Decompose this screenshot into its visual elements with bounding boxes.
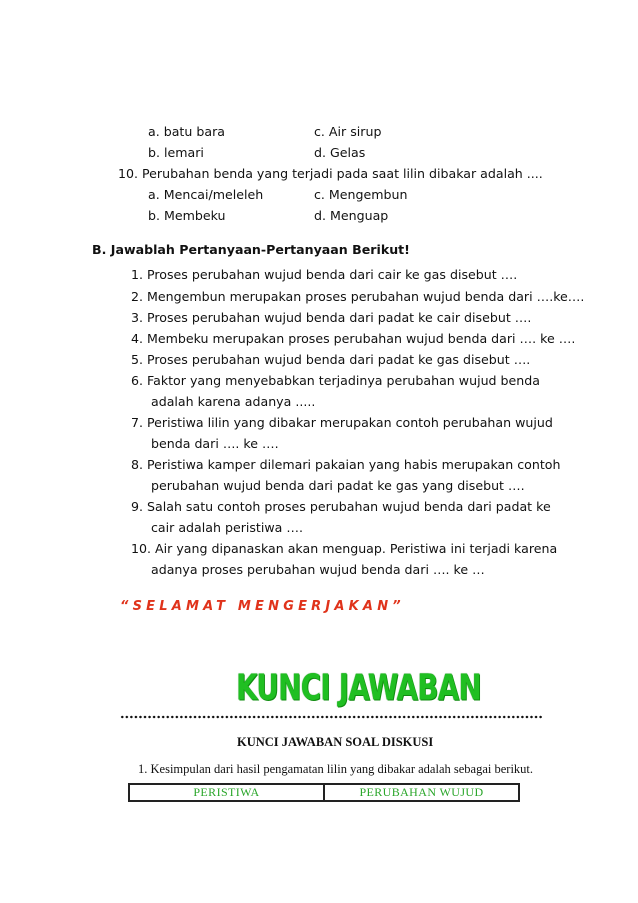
option-10d: d. Menguap xyxy=(314,208,389,223)
option-9c: c. Air sirup xyxy=(314,124,382,139)
question-10: 10. Perubahan benda yang terjadi pada saat lilin dibakar adalah .... xyxy=(118,166,543,181)
kunci-jawaban-banner: KUNCI JAWABAN xyxy=(236,667,481,709)
answer-table xyxy=(128,783,520,802)
question-b7-cont: benda dari …. ke …. xyxy=(151,436,279,451)
column-header-peristiwa: PERISTIWA xyxy=(129,784,324,801)
option-10c: c. Mengembun xyxy=(314,187,408,202)
answer-key-item-1: 1. Kesimpulan dari hasil pengamatan lilin yang dibakar adalah sebagai berikut. xyxy=(138,762,534,776)
question-b3: 3. Proses perubahan wujud benda dari padat ke cair disebut …. xyxy=(131,310,532,325)
question-b9: 9. Salah satu contoh proses perubahan wujud benda dari padat ke xyxy=(131,499,551,514)
question-b9-cont: cair adalah peristiwa …. xyxy=(151,520,303,535)
question-b6-cont: adalah karena adanya ..... xyxy=(151,394,316,409)
option-10b: b. Membeku xyxy=(148,208,226,223)
question-b10-cont: adanya proses perubahan wujud benda dari …. ke … xyxy=(151,562,485,577)
question-b7: 7. Peristiwa lilin yang dibakar merupakan contoh perubahan wujud xyxy=(131,415,553,430)
question-b8-cont: perubahan wujud benda dari padat ke gas yang disebut …. xyxy=(151,478,525,493)
question-b6: 6. Faktor yang menyebabkan terjadinya perubahan wujud benda xyxy=(131,373,540,388)
question-b8: 8. Peristiwa kamper dilemari pakaian yang habis merupakan contoh xyxy=(131,457,561,472)
answer-table-header-row xyxy=(129,784,519,801)
option-9a: a. batu bara xyxy=(148,124,225,139)
question-b4: 4. Membeku merupakan proses perubahan wujud benda dari …. ke …. xyxy=(131,331,576,346)
column-header-perubahan-wujud: PERUBAHAN WUJUD xyxy=(324,784,519,801)
question-b5: 5. Proses perubahan wujud benda dari padat ke gas disebut …. xyxy=(131,352,531,367)
question-b2: 2. Mengembun merupakan proses perubahan wujud benda dari ….ke…. xyxy=(131,289,585,304)
option-10a: a. Mencai/meleleh xyxy=(148,187,264,202)
greeting-text: “SELAMAT MENGERJAKAN” xyxy=(120,599,405,614)
option-9b: b. lemari xyxy=(148,145,204,160)
question-b1: 1. Proses perubahan wujud benda dari cair ke gas disebut …. xyxy=(131,267,518,282)
question-b10: 10. Air yang dipanaskan akan menguap. Peristiwa ini terjadi karena xyxy=(131,541,558,556)
option-9d: d. Gelas xyxy=(314,145,366,160)
answer-key-title: KUNCI JAWABAN SOAL DISKUSI xyxy=(237,735,434,749)
section-b-heading: B. Jawablah Pertanyaan-Pertanyaan Berikut! xyxy=(92,242,410,257)
dotted-divider xyxy=(120,712,543,722)
